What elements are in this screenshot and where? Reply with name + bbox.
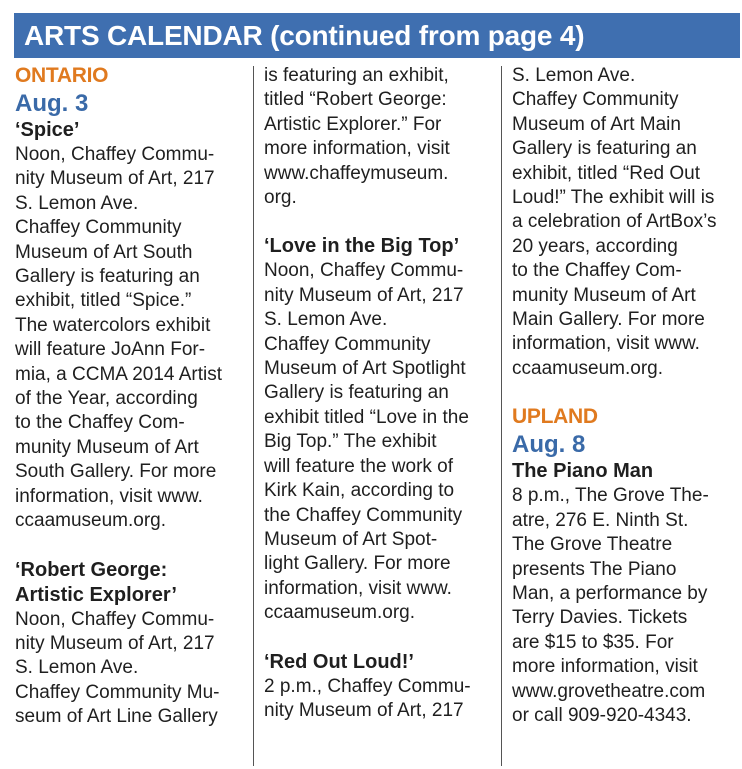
event-title: The Piano Man xyxy=(512,460,654,483)
text-line: more information, visit xyxy=(264,138,450,160)
text-line: Main Gallery. For more xyxy=(512,309,705,331)
text-line: ccaamuseum.org. xyxy=(512,357,664,379)
text-line: Museum of Art Spot- xyxy=(264,528,438,550)
text-line: of the Year, according xyxy=(15,388,198,410)
text-line: Man, a performance by xyxy=(512,582,708,604)
text-line: 8 p.m., The Grove The- xyxy=(512,485,709,507)
text-line: ccaamuseum.org. xyxy=(264,602,416,624)
text-line: org. xyxy=(264,187,297,209)
event-description xyxy=(264,259,500,625)
text-line: exhibit titled “Love in the xyxy=(264,406,469,428)
text-line: presents The Piano xyxy=(512,558,677,580)
event-title: ‘Red Out Loud!’ xyxy=(264,650,414,673)
text-line: munity Museum of Art xyxy=(15,436,199,458)
column-3 xyxy=(512,64,742,728)
text-line: to the Chaffey Com- xyxy=(512,260,682,282)
text-line: Gallery is featuring an xyxy=(264,382,449,404)
text-line: www.grovetheatre.com xyxy=(512,680,706,702)
text-line: Gallery is featuring an xyxy=(15,266,200,288)
text-line: Noon, Chaffey Commu- xyxy=(15,608,215,630)
text-line: Loud!” The exhibit will is xyxy=(512,187,715,209)
text-line: Chaffey Community Mu- xyxy=(15,681,220,703)
text-line: Museum of Art Spotlight xyxy=(264,358,466,380)
text-line: Big Top.” The exhibit xyxy=(264,431,437,453)
event-description xyxy=(15,608,251,730)
text-line: 2 p.m., Chaffey Commu- xyxy=(264,675,471,697)
text-line: the Chaffey Community xyxy=(264,504,463,526)
text-line: Chaffey Community xyxy=(15,217,182,239)
text-line: are $15 to $35. For xyxy=(512,631,674,653)
text-line: will feature the work of xyxy=(264,455,454,477)
text-line: nity Museum of Art, 217 xyxy=(15,168,215,190)
spacer xyxy=(15,534,251,558)
title-line: Artistic Explorer’ xyxy=(15,583,177,606)
city-heading: ONTARIO xyxy=(15,64,109,87)
text-line: exhibit, titled “Spice.” xyxy=(15,290,192,312)
text-line: information, visit www. xyxy=(264,577,452,599)
spacer xyxy=(264,626,500,650)
event-description xyxy=(15,143,251,534)
column-divider xyxy=(253,66,254,766)
text-line: atre, 276 E. Ninth St. xyxy=(512,509,689,531)
event-description-continued xyxy=(512,64,742,381)
text-line: Terry Davies. Tickets xyxy=(512,607,688,629)
text-line: www.chaffeymuseum. xyxy=(264,162,449,184)
spacer xyxy=(512,381,742,405)
text-line: Museum of Art Main xyxy=(512,113,681,135)
event-description xyxy=(264,675,500,724)
text-line: titled “Robert George: xyxy=(264,89,447,111)
date-heading: Aug. 3 xyxy=(15,90,89,117)
text-line: light Gallery. For more xyxy=(264,553,451,575)
text-line: Kirk Kain, according to xyxy=(264,480,455,502)
text-line: munity Museum of Art xyxy=(512,284,696,306)
text-line: ccaamuseum.org. xyxy=(15,510,167,532)
text-line: S. Lemon Ave. xyxy=(512,65,636,86)
text-line: information, visit www. xyxy=(512,333,700,355)
title-line: ‘Robert George: xyxy=(15,558,168,581)
text-line: nity Museum of Art, 217 xyxy=(264,284,464,306)
text-line: The watercolors exhibit xyxy=(15,314,211,336)
text-line: seum of Art Line Gallery xyxy=(15,706,218,728)
text-line: nity Museum of Art, 217 xyxy=(15,632,215,654)
event-title: ‘Love in the Big Top’ xyxy=(264,235,460,258)
text-line: more information, visit xyxy=(512,656,698,678)
text-line: to the Chaffey Com- xyxy=(15,412,185,434)
text-line: Chaffey Community xyxy=(512,89,679,111)
date-heading: Aug. 8 xyxy=(512,431,586,459)
city-heading: UPLAND xyxy=(512,405,598,429)
text-line: S. Lemon Ave. xyxy=(264,309,388,331)
event-title xyxy=(15,558,251,608)
column-2 xyxy=(264,64,500,723)
text-line: Noon, Chaffey Commu- xyxy=(264,260,464,282)
text-line: is featuring an exhibit, xyxy=(264,65,449,86)
text-line: information, visit www. xyxy=(15,485,203,507)
text-line: S. Lemon Ave. xyxy=(15,192,139,214)
text-line: a celebration of ArtBox’s xyxy=(512,211,717,233)
page-header-banner: ARTS CALENDAR (continued from page 4) xyxy=(14,13,740,58)
text-line: exhibit, titled “Red Out xyxy=(512,162,700,184)
text-line: nity Museum of Art, 217 xyxy=(264,699,464,721)
event-description-continued xyxy=(264,64,500,210)
text-line: S. Lemon Ave. xyxy=(15,657,139,679)
text-line: will feature JoAnn For- xyxy=(15,339,206,361)
text-line: South Gallery. For more xyxy=(15,461,217,483)
spacer xyxy=(264,210,500,234)
column-1 xyxy=(15,64,251,730)
event-title: ‘Spice’ xyxy=(15,119,80,141)
column-divider xyxy=(501,66,502,766)
text-line: Gallery is featuring an xyxy=(512,138,697,160)
event-description xyxy=(512,484,742,728)
text-line: Museum of Art South xyxy=(15,241,193,263)
text-line: The Grove Theatre xyxy=(512,534,673,556)
text-line: Noon, Chaffey Commu- xyxy=(15,144,215,165)
text-line: 20 years, according xyxy=(512,235,678,257)
text-line: or call 909-920-4343. xyxy=(512,704,692,726)
text-line: mia, a CCMA 2014 Artist xyxy=(15,363,222,385)
text-line: Chaffey Community xyxy=(264,333,431,355)
text-line: Artistic Explorer.” For xyxy=(264,113,442,135)
